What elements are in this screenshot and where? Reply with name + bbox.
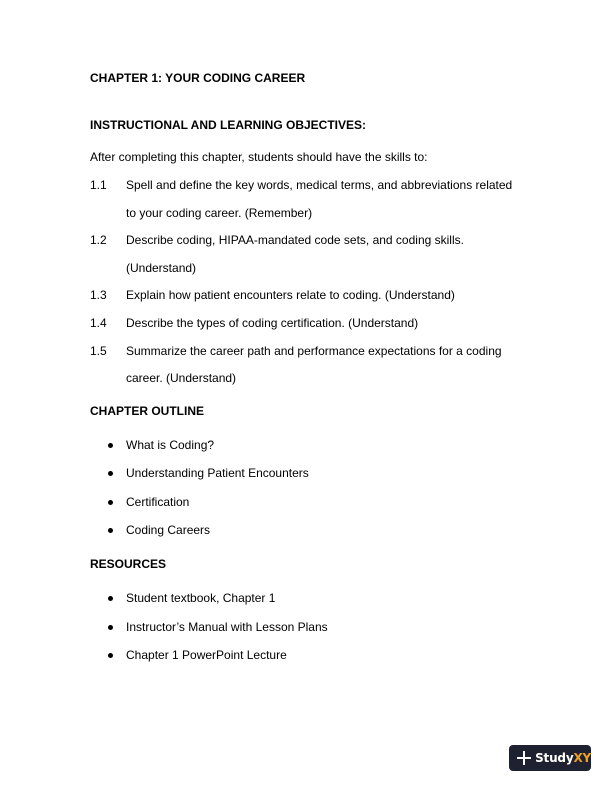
plus-icon [517, 751, 529, 765]
logo-text: StudyXY [535, 751, 591, 765]
objective-number: 1.1 [90, 178, 107, 192]
objectives-heading: INSTRUCTIONAL AND LEARNING OBJECTIVES: [90, 118, 367, 132]
bullet-icon [108, 500, 113, 505]
objective-text: career. (Understand) [126, 371, 237, 385]
bullet-icon [108, 653, 113, 658]
bullet-icon [108, 471, 113, 476]
bullet-icon [108, 443, 113, 448]
resource-item: Student textbook, Chapter 1 [126, 591, 276, 605]
outline-heading: CHAPTER OUTLINE [90, 404, 204, 418]
outline-item: Certification [126, 495, 190, 509]
objective-number: 1.5 [90, 344, 107, 358]
objective-text: (Understand) [126, 261, 197, 275]
bullet-icon [108, 596, 113, 601]
outline-item: What is Coding? [126, 438, 215, 452]
objective-text: to your coding career. (Remember) [126, 206, 313, 220]
objective-text: Describe coding, HIPAA-mandated code sets, and coding skills. [126, 233, 464, 247]
objective-number: 1.4 [90, 316, 107, 330]
resource-item: Chapter 1 PowerPoint Lecture [126, 648, 287, 662]
objective-text: Spell and define the key words, medical terms, and abbreviations related [126, 178, 513, 192]
objective-text: Explain how patient encounters relate to coding. (Understand) [126, 288, 455, 302]
objective-number: 1.2 [90, 233, 107, 247]
outline-item: Coding Careers [126, 523, 211, 537]
objective-text: Describe the types of coding certification. (Understand) [126, 316, 419, 330]
chapter-title: CHAPTER 1: YOUR CODING CAREER [90, 71, 306, 85]
studyxy-logo [509, 745, 591, 771]
objective-number: 1.3 [90, 288, 107, 302]
bullet-icon [108, 528, 113, 533]
bullet-icon [108, 625, 113, 630]
objective-text: Summarize the career path and performance expectations for a coding [126, 344, 502, 358]
resource-item: Instructor’s Manual with Lesson Plans [126, 620, 328, 634]
resources-heading: RESOURCES [90, 557, 167, 571]
outline-item: Understanding Patient Encounters [126, 466, 309, 480]
objectives-intro: After completing this chapter, students should have the skills to: [90, 150, 428, 164]
